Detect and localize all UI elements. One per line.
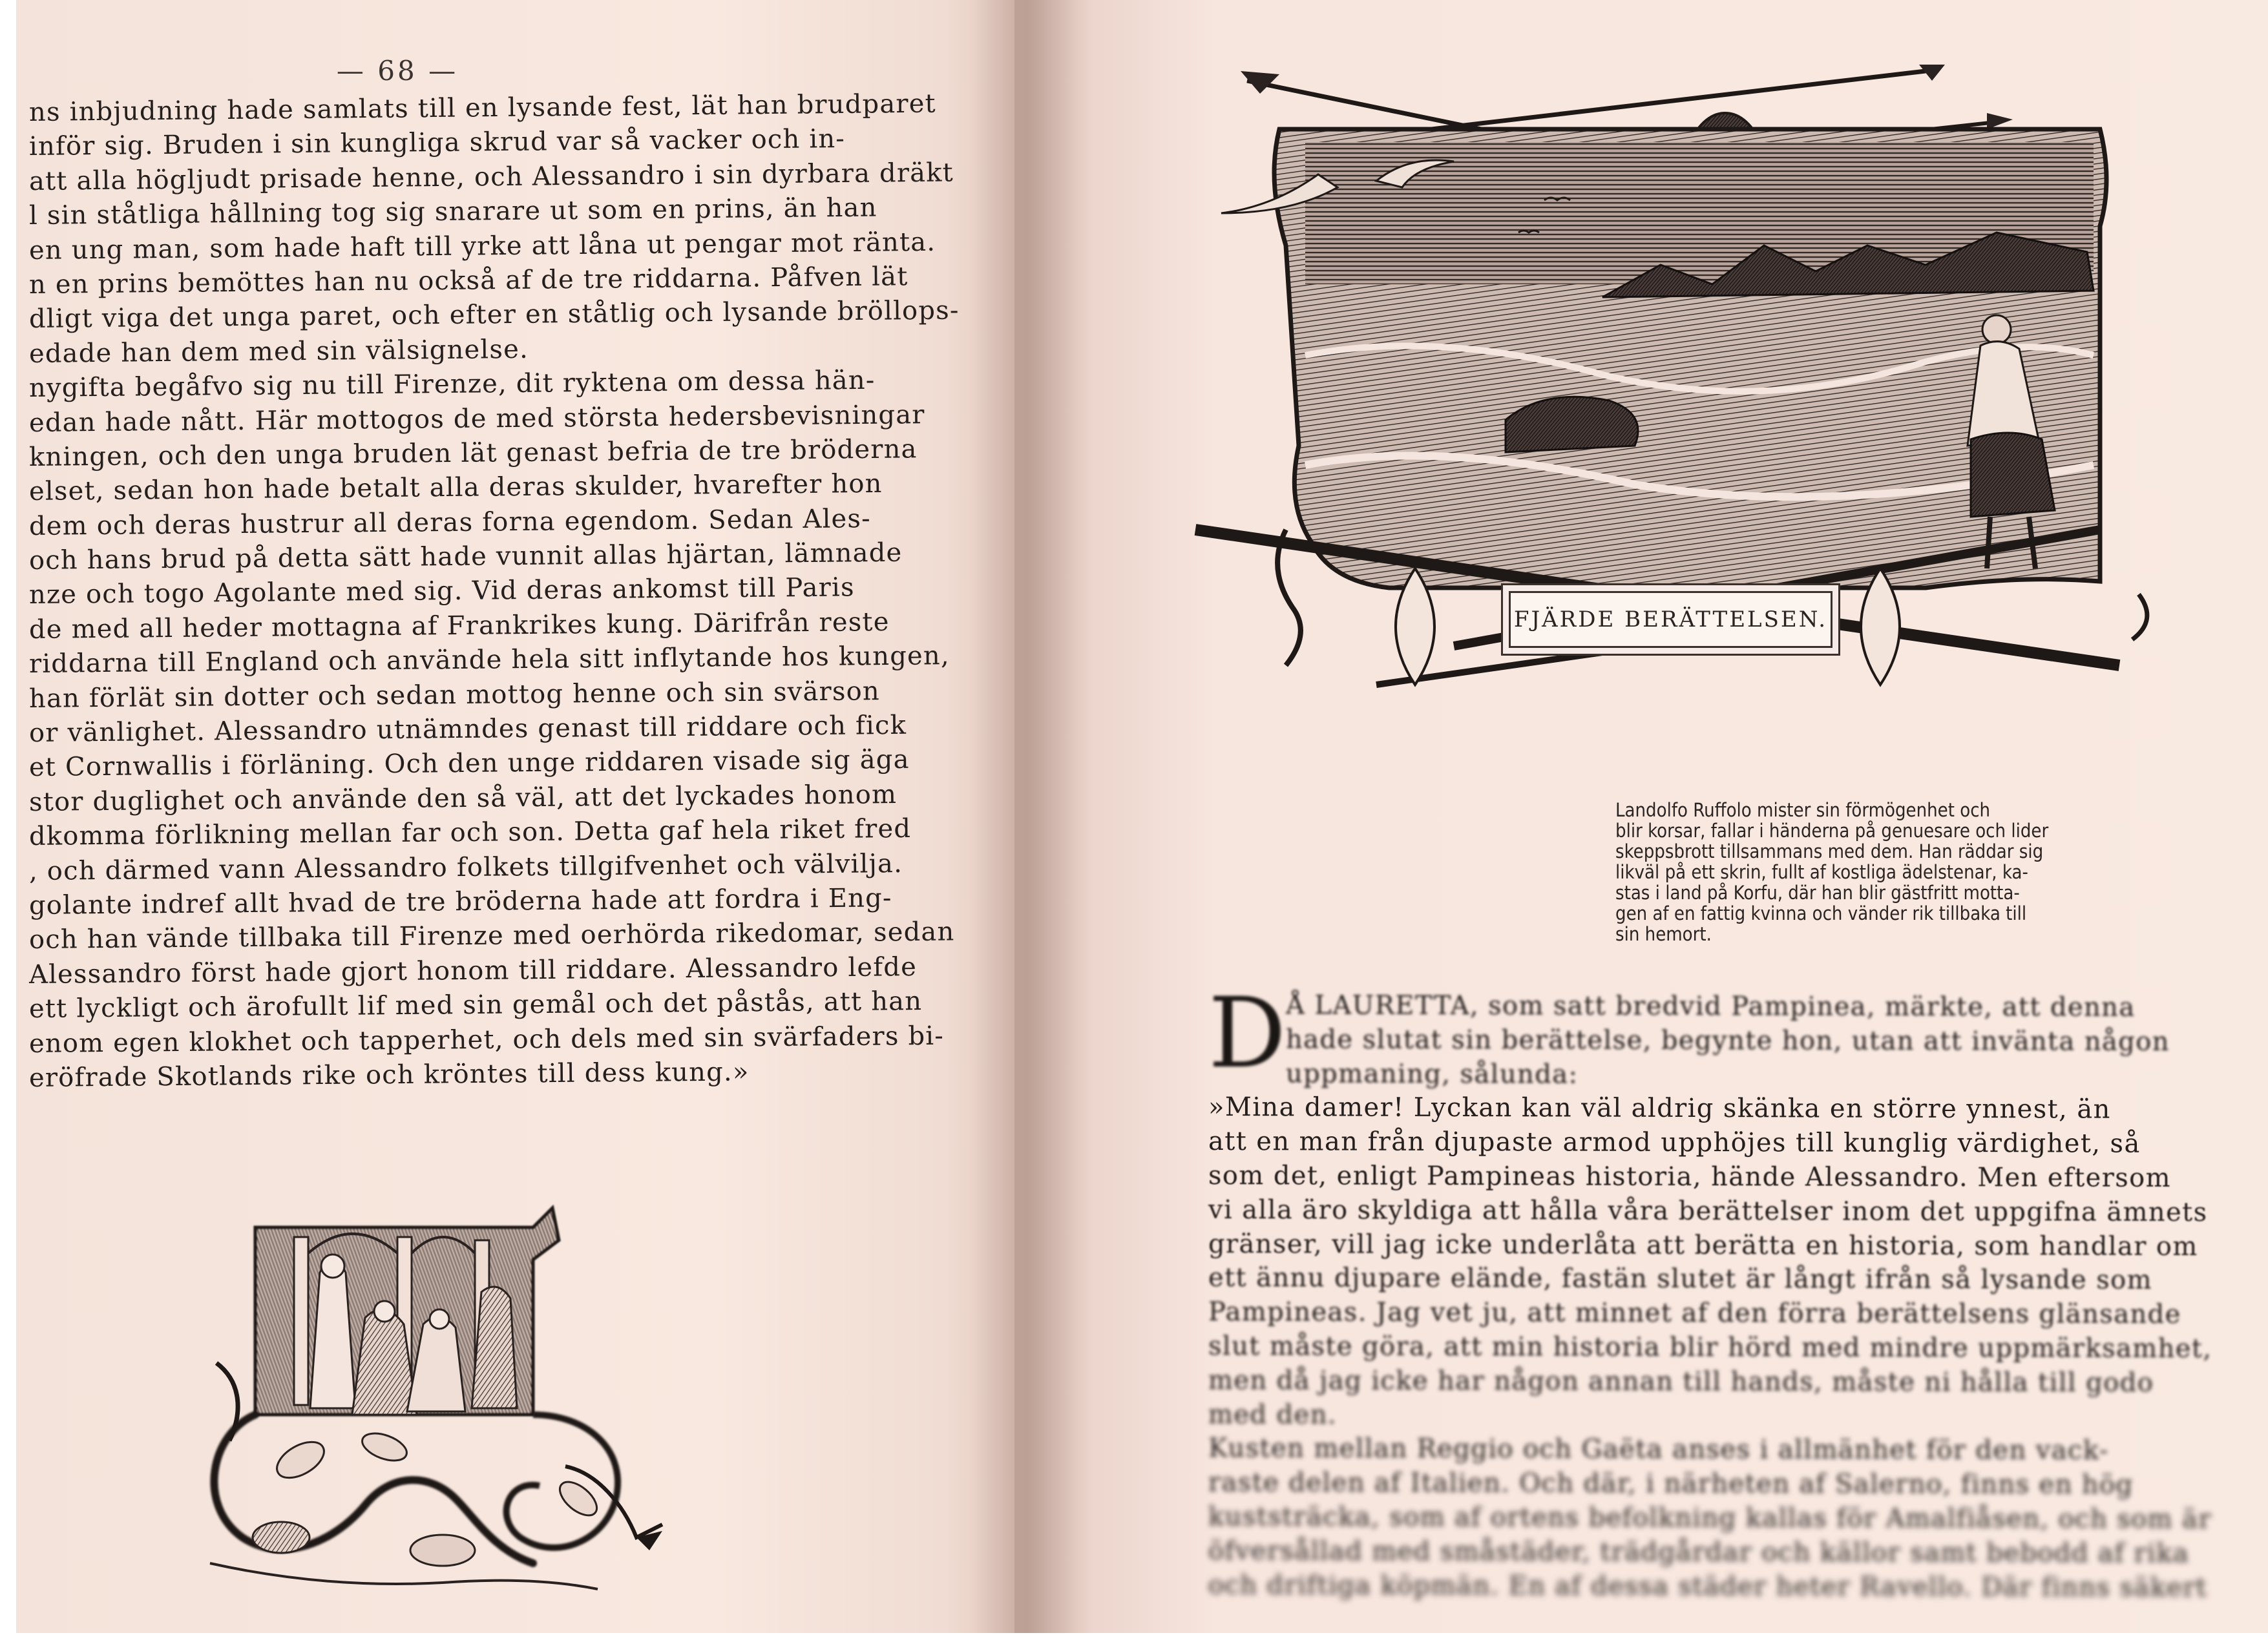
body-line: slut måste göra, att min historia blir hörd med mindre uppmärksamhet, <box>1208 1331 2212 1364</box>
text-line: de med all heder mottagna af Frankrikes kung. Därifrån reste <box>28 607 890 645</box>
scan-bottom-edge <box>0 1633 2268 1644</box>
right-page-text <box>1208 988 2212 1603</box>
text-line: et Cornwallis i förläning. Och den unge riddaren visade sig äga <box>28 745 910 783</box>
body-line: vi alla äro skyldiga att hålla våra berättelser inom det uppgifna ämnets <box>1208 1194 2208 1227</box>
text-line: eröfrade Skotlands rike och kröntes till dess kung.» <box>28 1057 750 1093</box>
text-line: , och därmed vann Alessandro folkets tillgifvenhet och välvilja. <box>28 848 903 886</box>
body-line: gränser, vill jag icke underlåta att berätta en historia, som handlar om <box>1208 1229 2198 1262</box>
text-line: ett lyckligt och ärofullt lif med sin gemål och det påstås, att han <box>28 986 923 1025</box>
body-line: hade slutat sin berättelse, begynte hon, utan att invänta någon <box>1285 1025 2170 1057</box>
text-line: dem och deras hustrur all deras forna egendom. Sedan Ales- <box>28 503 872 541</box>
body-line: ett ännu djupare elände, fastän slutet är långt ifrån så lysande som <box>1208 1263 2153 1296</box>
body-line: med den. <box>1208 1399 1337 1430</box>
body-line: kuststräcka, som af ortens befolkning kallas för Amalfiåsen, och som är <box>1208 1501 2212 1535</box>
summary-line: gen af en fattig kvinna och vänder rik tillbaka till <box>1615 902 2027 924</box>
text-line: edade han dem med sin välsignelse. <box>28 334 529 369</box>
text-line: nze och togo Agolante med sig. Vid deras ankomst till Paris <box>28 572 855 610</box>
left-page-text <box>28 88 960 1096</box>
drop-cap-initial: D <box>1208 977 1286 1090</box>
gutter-shadow <box>969 0 1092 1644</box>
body-line: uppmaning, sålunda: <box>1285 1058 1579 1090</box>
text-line: kningen, och den unga bruden lät genast befria de tre bröderna <box>28 434 918 472</box>
summary-line: blir korsar, fallar i händerna på genuesare och lider <box>1615 820 2049 842</box>
summary-line: skeppsbrott tillsammans med dem. Han räddar sig <box>1615 840 2044 862</box>
summary-line: likväl på ett skrin, fullt af kostliga ädelstenar, ka- <box>1615 861 2028 883</box>
text-line: enom egen klokhet och tapperhet, och dels med sin svärfaders bi- <box>28 1021 945 1059</box>
text-line: golante indref allt hvad de tre bröderna hade att fordra i Eng- <box>28 883 892 921</box>
text-line: l sin ståtliga hållning tog sig snarare ut som en prins, än han <box>28 192 877 231</box>
chapter-title: FJÄRDE BERÄTTELSEN. <box>1509 591 1832 648</box>
text-line: en ung man, som hade haft till yrke att låna ut pengar mot ränta. <box>28 227 936 265</box>
body-line: och driftiga köpmän. En af dessa städer heter Ravello. Där finns säkert <box>1208 1570 2208 1603</box>
chapter-summary <box>1615 800 2165 944</box>
text-line: han förlät sin dotter och sedan mottog henne och sin svärson <box>28 676 881 714</box>
body-line: men då jag icke har någon annan till hands, måste ni hålla till godo <box>1208 1365 2154 1398</box>
body-line: att en man från djupaste armod upphöjes till kunglig värdighet, så <box>1208 1127 2141 1159</box>
text-line: och han vände tillbaka till Firenze med oerhörda rikedomar, sedan <box>28 917 955 955</box>
text-line: edan hade nått. Här mottogos de med största hedersbevisningar <box>28 399 925 438</box>
text-line: n en prins bemöttes han nu också af de tre riddarna. Påfven lät <box>28 262 908 300</box>
text-line: att alla högljudt prisade henne, och Alessandro i sin dyrbara dräkt <box>28 158 954 196</box>
text-line: och hans brud på detta sätt hade vunnit allas hjärtan, lämnade <box>28 537 903 576</box>
text-line: or vänlighet. Alessandro utnämndes genast till riddare och fick <box>28 710 907 749</box>
body-line: »Mina damer! Lyckan kan väl aldrig skänka en större ynnest, än <box>1208 1092 2111 1125</box>
initial-vignette-illustration <box>171 1202 695 1615</box>
page-number: — 68 — <box>336 55 459 87</box>
text-line: ns inbjudning hade samlats till en lysande fest, lät han brudparet <box>28 88 937 127</box>
body-line: som det, enligt Pampineas historia, hände Alessandro. Men eftersom <box>1208 1160 2172 1193</box>
body-line: Pampineas. Jag vet ju, att minnet af den förra berättelsens glänsande <box>1208 1297 2181 1330</box>
body-line: raste delen af Italien. Och där, i närheten af Salerno, finns en hög <box>1208 1468 2134 1500</box>
text-line: Alessandro först hade gjort honom till riddare. Alessandro lefde <box>28 952 918 990</box>
text-line: dkomma förlikning mellan far och son. Detta gaf hela riket fred <box>28 814 912 852</box>
text-line: inför sig. Bruden i sin kungliga skrud var så vacker och in- <box>28 124 846 162</box>
text-line: dligt viga det unga paret, och efter en ståtlig och lysande bröllops- <box>28 295 960 335</box>
body-line: Kusten mellan Reggio och Gaëta anses i allmänhet för den vack- <box>1208 1433 2109 1466</box>
text-line: nygifta begåfvo sig nu till Firenze, dit ryktena om dessa hän- <box>28 365 876 404</box>
body-line: öfversållad med småstäder, trädgårdar och källor samt bebodd af rika <box>1208 1535 2190 1568</box>
summary-line: Landolfo Ruffolo mister sin förmögenhet och <box>1615 799 1991 821</box>
text-line: riddarna till England och använde hela sitt inflytande hos kungen, <box>28 641 950 680</box>
body-line: Å LAURETTA, som satt bredvid Pampinea, märkte, att denna <box>1285 990 2136 1023</box>
summary-line: sin hemort. <box>1615 923 1712 945</box>
text-line: stor duglighet och använde den så väl, att det lyckades honom <box>28 779 898 817</box>
summary-line: stas i land på Korfu, där han blir gästfritt motta- <box>1615 882 2020 904</box>
text-line: elset, sedan hon hade betalt alla deras skulder, hvarefter hon <box>28 469 883 507</box>
